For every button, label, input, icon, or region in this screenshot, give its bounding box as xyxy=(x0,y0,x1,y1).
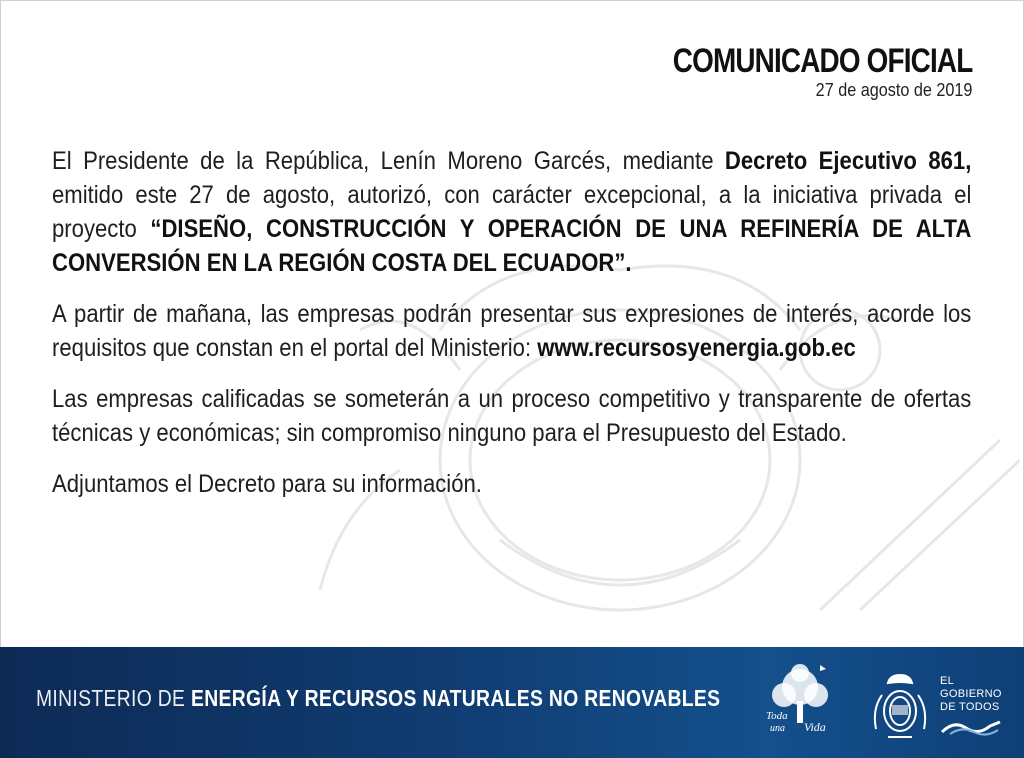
footer-banner xyxy=(0,647,1024,758)
date-label: 27 de agosto de 2019 xyxy=(815,80,972,100)
tree-logo-word-1: Toda xyxy=(766,710,788,722)
page-title: COMUNICADO OFICIAL xyxy=(672,42,972,80)
ministry-name-main: ENERGÍA Y RECURSOS NATURALES NO RENOVABLES xyxy=(190,685,721,711)
ecuador-coat-of-arms-icon xyxy=(868,669,932,745)
tree-logo-word-3: Vida xyxy=(804,720,826,734)
gobierno-de-todos-logo xyxy=(940,675,1020,736)
communique-body xyxy=(52,144,971,518)
gob-logo-line-1: EL xyxy=(940,675,955,687)
toda-una-vida-tree-icon xyxy=(760,661,840,747)
header xyxy=(607,42,972,100)
project-name: “DISEÑO, CONSTRUCCIÓN Y OPERACIÓN DE UNA REFINERÍA DE ALTA CONVERSIÓN EN LA REGIÓN COSTA DEL ECUADOR”. xyxy=(52,215,972,277)
tree-logo-word-2: una xyxy=(770,723,785,734)
paragraph-text: emitido este 27 de agosto, autorizó, con carácter excepcional, a la iniciativa privada el proyecto xyxy=(52,181,972,243)
paragraph-text: El Presidente de la República, Lenín Moreno Garcés, mediante xyxy=(52,147,725,175)
paragraph-interest xyxy=(52,297,971,365)
wave-icon xyxy=(940,718,1002,736)
gob-logo-line-3: DE TODOS xyxy=(940,701,1000,713)
decree-reference: Decreto Ejecutivo 861, xyxy=(724,147,972,175)
paragraph-attachment: Adjuntamos el Decreto para su información. xyxy=(52,470,482,498)
ministry-name-prefix: MINISTERIO DE xyxy=(36,685,191,711)
gob-logo-line-2: GOBIERNO xyxy=(940,688,1002,700)
paragraph-decree xyxy=(52,144,971,280)
paragraph-text: A partir de mañana, las empresas podrán presentar sus expresiones de interés, acorde los requisitos que constan en el portal del Ministerio: xyxy=(52,300,972,362)
paragraph-process: Las empresas calificadas se someterán a un proceso competitivo y transparente de ofertas técnicas y económicas; sin compromiso ninguno para el Presupuesto del Estado. xyxy=(52,385,972,447)
ministry-website-link[interactable]: www.recursosyenergia.gob.ec xyxy=(537,334,856,362)
ministry-name xyxy=(36,685,720,712)
